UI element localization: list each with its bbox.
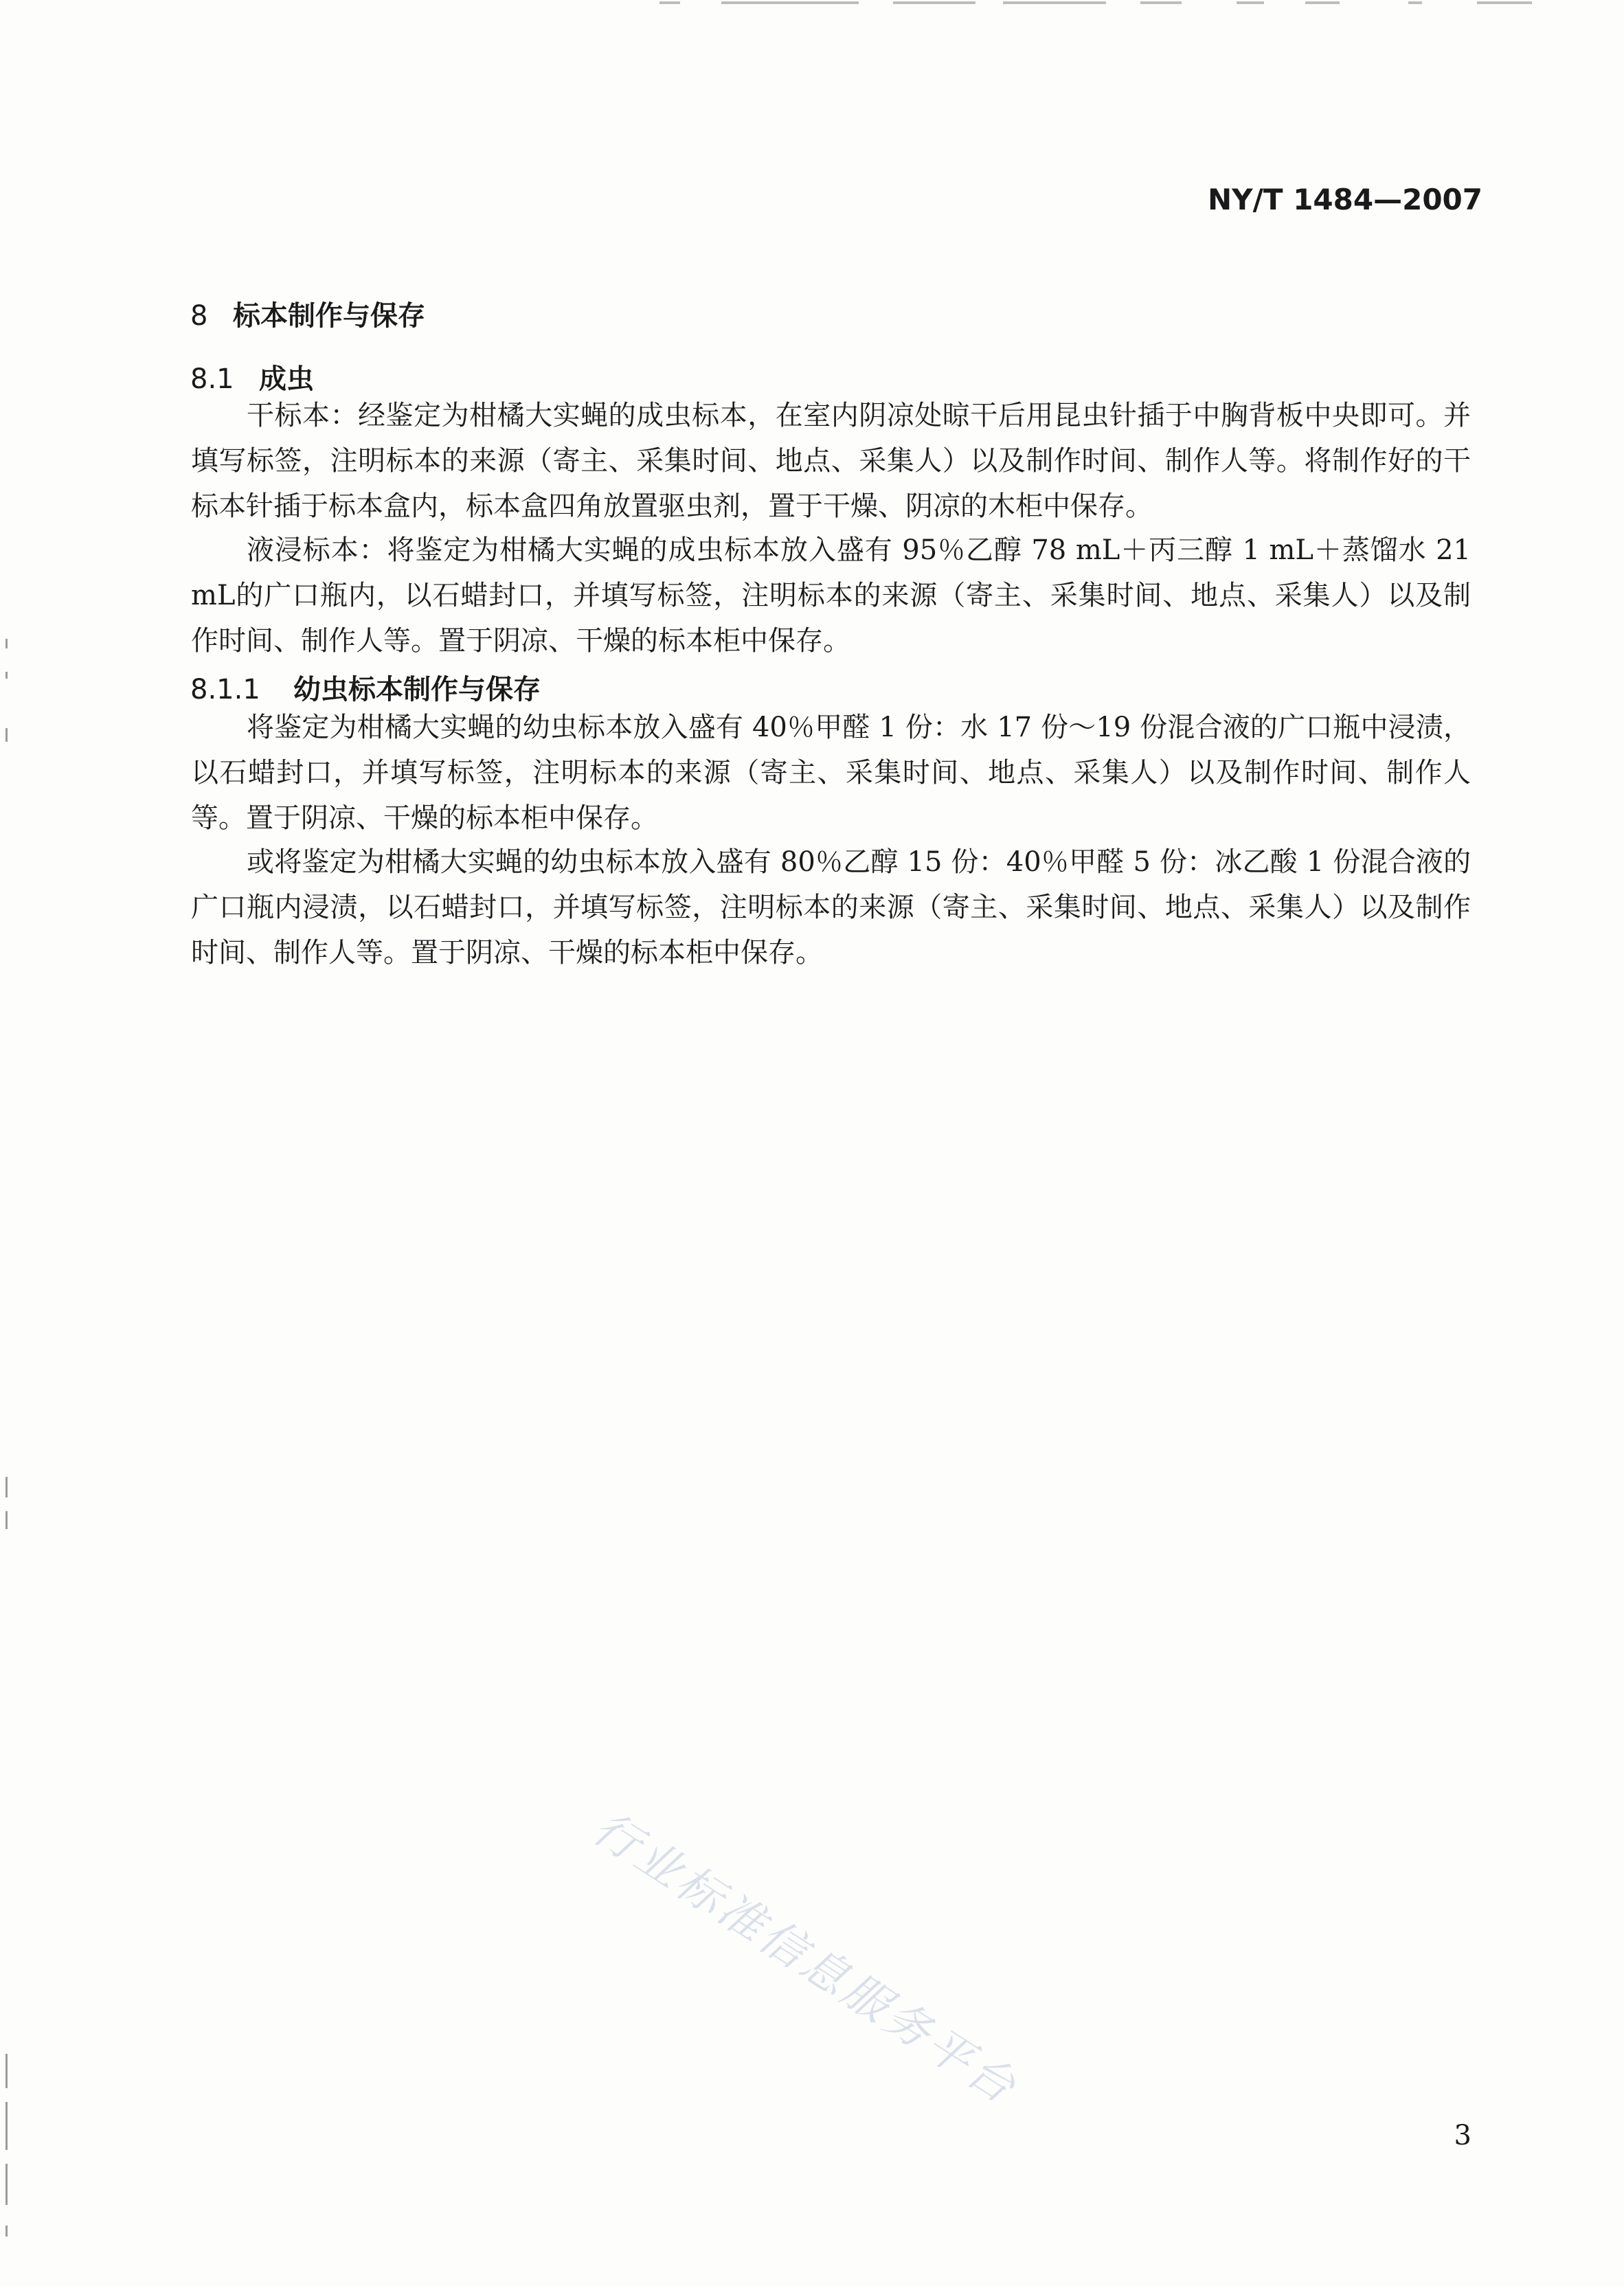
section-title: 成虫 xyxy=(259,363,314,395)
section-8-heading xyxy=(190,294,425,333)
section-8-1-1-heading xyxy=(190,668,541,707)
standard-code: NY/T 1484—2007 xyxy=(1208,183,1482,216)
page-number: 3 xyxy=(1454,2120,1471,2151)
paragraph-liquid-specimen: 液浸标本：将鉴定为柑橘大实蝇的成虫标本放入盛有 95％乙醇 78 mL＋丙三醇 1 mL＋蒸馏水 21 mL的广口瓶内，以石蜡封口，并填写标签，注明标本的来源（寄主、采集时间、地点、采集人）以及制作时间、制作人等。置于阴凉、干燥的标本柜中保存。 xyxy=(191,534,1471,657)
paragraph-larva-method-2: 或将鉴定为柑橘大实蝇的幼虫标本放入盛有 80％乙醇 15 份：40％甲醛 5 份：冰乙酸 1 份混合液的广口瓶内浸渍，以石蜡封口，并填写标签，注明标本的来源（寄主、采集时间、地点、采集人）以及制作时间、制作人等。置于阴凉、干燥的标本柜中保存。 xyxy=(191,846,1471,969)
paragraph-dry-specimen: 干标本：经鉴定为柑橘大实蝇的成虫标本，在室内阴凉处晾干后用昆虫针插于中胸背板中央即可。并填写标签，注明标本的来源（寄主、采集时间、地点、采集人）以及制作时间、制作人等。将制作好的干标本针插于标本盒内，标本盒四角放置驱虫剂，置于干燥、阴凉的木柜中保存。 xyxy=(191,400,1471,522)
scan-edge-marks xyxy=(618,0,1580,8)
section-8-1-heading xyxy=(190,357,314,396)
paragraph-larva-method-1: 将鉴定为柑橘大实蝇的幼虫标本放入盛有 40％甲醛 1 份：水 17 份～19 份混合液的广口瓶中浸渍，以石蜡封口，并填写标签，注明标本的来源（寄主、采集时间、地点、采集人）以及制作时间、制作人等。置于阴凉、干燥的标本柜中保存。 xyxy=(191,712,1471,834)
section-title: 标本制作与保存 xyxy=(233,300,425,332)
section-number: 8.1.1 xyxy=(190,674,260,705)
section-number: 8 xyxy=(190,300,208,332)
section-number: 8.1 xyxy=(190,363,234,395)
section-title: 幼虫标本制作与保存 xyxy=(293,674,541,705)
watermark: 行业标准信息服务平台 xyxy=(583,1801,1028,2116)
